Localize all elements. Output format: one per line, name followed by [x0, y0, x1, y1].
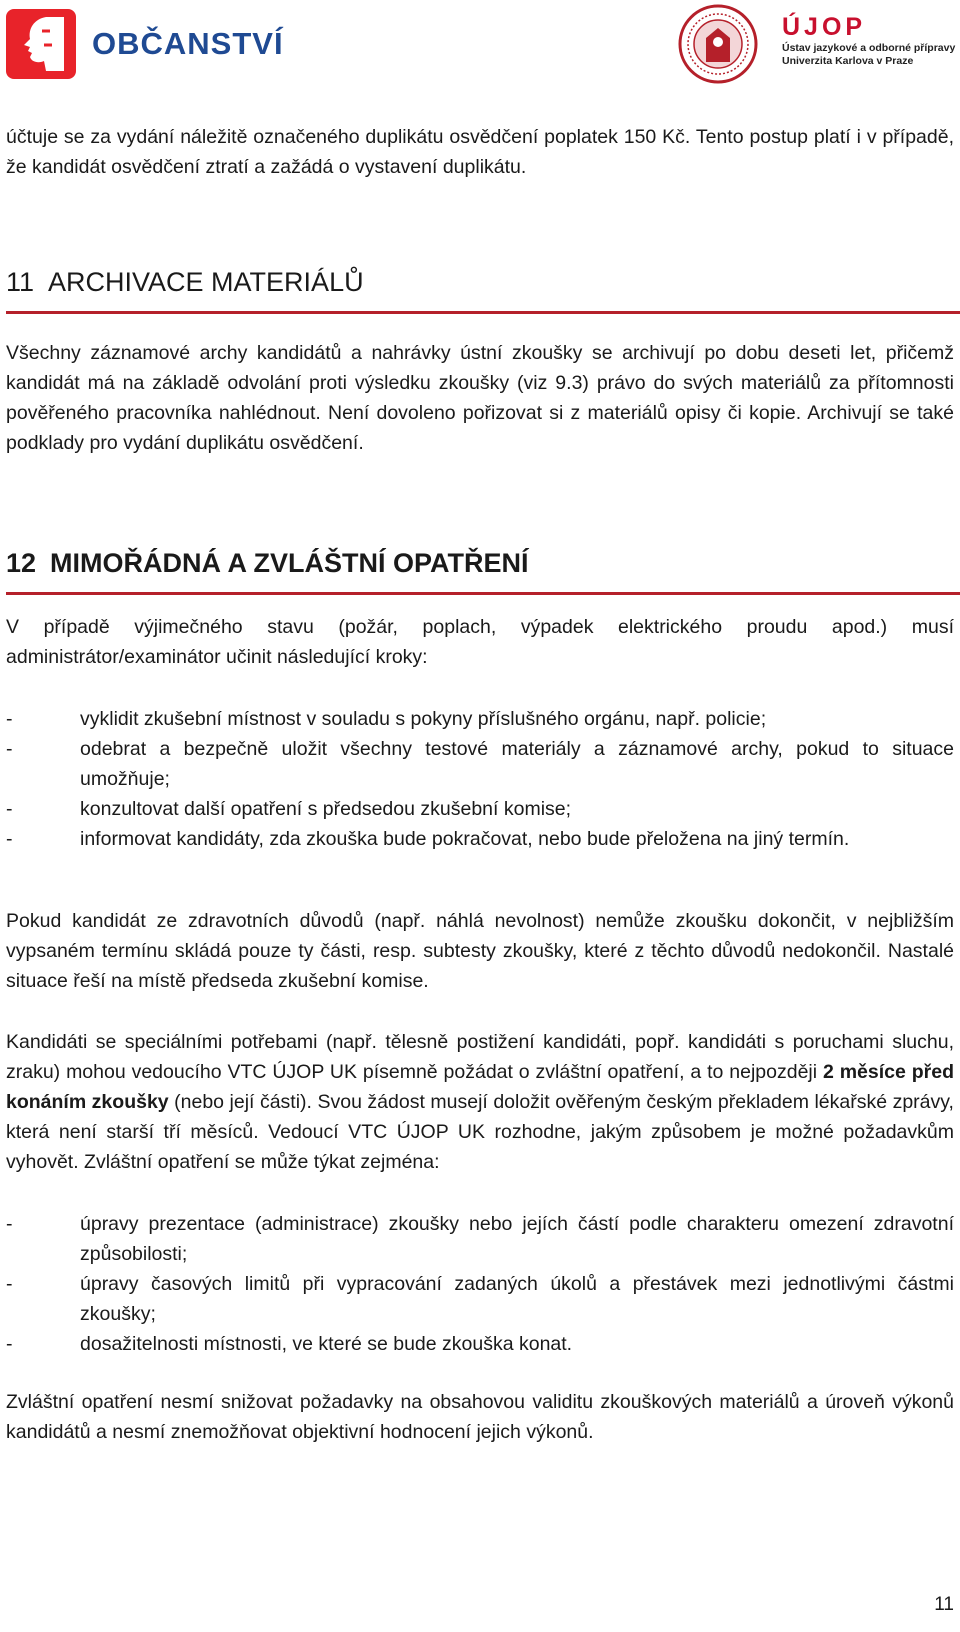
dash-bullet: -	[6, 1273, 13, 1295]
list-item-text: dosažitelnosti místnosti, ve které se bude zkouška konat.	[80, 1333, 573, 1355]
list-item-text: informovat kandidáty, zda zkouška bude pokračovat, nebo bude přeložena na jiný termín.	[80, 828, 850, 850]
page-number: 11	[934, 1594, 954, 1615]
list-item	[6, 794, 954, 824]
dash-bullet: -	[6, 828, 13, 850]
section-11-rule	[6, 311, 960, 314]
dash-bullet: -	[6, 1333, 13, 1355]
list-item-text: úpravy prezentace (administrace) zkoušky nebo jejích částí podle charakteru omezení zdravotní způsobilosti;	[80, 1213, 954, 1265]
dash-bullet: -	[6, 1213, 13, 1235]
list-item	[6, 1269, 954, 1329]
university-seal-icon	[678, 4, 758, 84]
list-item-text: vyklidit zkušební místnost v souladu s pokyny příslušného orgánu, např. policie;	[80, 708, 767, 730]
special-measures-list	[6, 1209, 954, 1359]
dash-bullet: -	[6, 708, 13, 730]
list-item	[6, 734, 954, 794]
section-12-number: 12	[6, 548, 37, 578]
intro-paragraph: účtuje se za vydání náležitě označeného duplikátu osvědčení poplatek 150 Kč. Tento postup platí i v případě, že kandidát osvědčení ztratí a zažádá o vystavení duplikátu.	[6, 126, 954, 178]
section-12-paragraph-4: Zvláštní opatření nesmí snižovat požadavky na obsahovou validitu zkouškových materiálů a úroveň výkonů kandidátů a nesmí znemožňovat objektivní hodnocení jejich výkonů.	[6, 1391, 954, 1443]
list-item	[6, 704, 954, 734]
section-12-paragraph-1: V případě výjimečného stavu (požár, poplach, výpadek elektrického proudu apod.) musí administrátor/examinátor učinit následující kroky:	[6, 616, 954, 668]
ujop-logo-subtitle-1: Ústav jazykové a odborné přípravy	[782, 42, 956, 54]
section-12-paragraph-2: Pokud kandidát ze zdravotních důvodů (např. náhlá nevolnost) nemůže zkoušku dokončit, v nejbližším vypsaném termínu skládá pouze ty části, resp. subtesty zkoušky, které z těchto důvodů nedokončil. Nastalé situace řeší na místě předseda zkušební komise.	[6, 910, 954, 992]
dash-bullet: -	[6, 738, 13, 760]
list-item	[6, 1209, 954, 1269]
logo-text: OBČANSTVÍ	[92, 26, 284, 61]
section-11-heading	[6, 264, 954, 300]
section-12-rule	[6, 592, 960, 595]
section-12-paragraph-3	[6, 1027, 954, 1177]
section-11-title: ARCHIVACE MATERIÁLŮ	[48, 267, 364, 297]
deadline-emphasis: 2 měsíce před konáním zkoušky	[6, 1061, 954, 1113]
face-profile-icon	[6, 9, 76, 79]
paragraph-3-text-after: (nebo její části). Svou žádost musejí doložit ověřeným českým překladem lékařské zprávy, která není starší tří měsíců. Vedoucí VTC ÚJOP UK rozhodne, jakým způsobem je možné požadavkům vyhovět. Zvláštní opatření se může týkat zejména:	[6, 1091, 954, 1173]
ujop-logo-title: ÚJOP	[782, 13, 867, 41]
ujop-logo-subtitle-2: Univerzita Karlova v Praze	[782, 55, 914, 67]
list-item-text: konzultovat další opatření s předsedou zkušební komise;	[80, 798, 572, 820]
list-item-text: odebrat a bezpečně uložit všechny testové materiály a záznamové archy, pokud to situace umožňuje;	[80, 738, 954, 790]
obcanstvi-logo	[6, 8, 284, 80]
list-item	[6, 1329, 954, 1359]
list-item-text: úpravy časových limitů při vypracování zadaných úkolů a přestávek mezi jednotlivými částmi zkoušky;	[80, 1273, 954, 1325]
section-12-heading	[6, 545, 954, 581]
dash-bullet: -	[6, 798, 13, 820]
ujop-logo	[782, 12, 958, 68]
paragraph-3-text-before: Kandidáti se speciálními potřebami (např. tělesně postižení kandidáti, popř. kandidáti s poruchami sluchu, zraku) mohou vedoucího VTC ÚJOP UK písemně požádat o zvláštní opatření, a to nejpozději	[6, 1031, 954, 1083]
emergency-steps-list	[6, 704, 954, 854]
list-item	[6, 824, 954, 854]
section-11-number: 11	[6, 267, 35, 297]
section-11-paragraph: Všechny záznamové archy kandidátů a nahrávky ústní zkoušky se archivují po dobu deseti let, přičemž kandidát má na základě odvolání proti výsledku zkoušky (viz 9.3) právo do svých materiálů za přítomnosti pověřeného pracovníka nahlédnout. Není dovoleno pořizovat si z materiálů opisy či kopie. Archivují se také podklady pro vydání duplikátu osvědčení.	[6, 342, 954, 454]
section-12-title: MIMOŘÁDNÁ A ZVLÁŠTNÍ OPATŘENÍ	[50, 548, 529, 578]
